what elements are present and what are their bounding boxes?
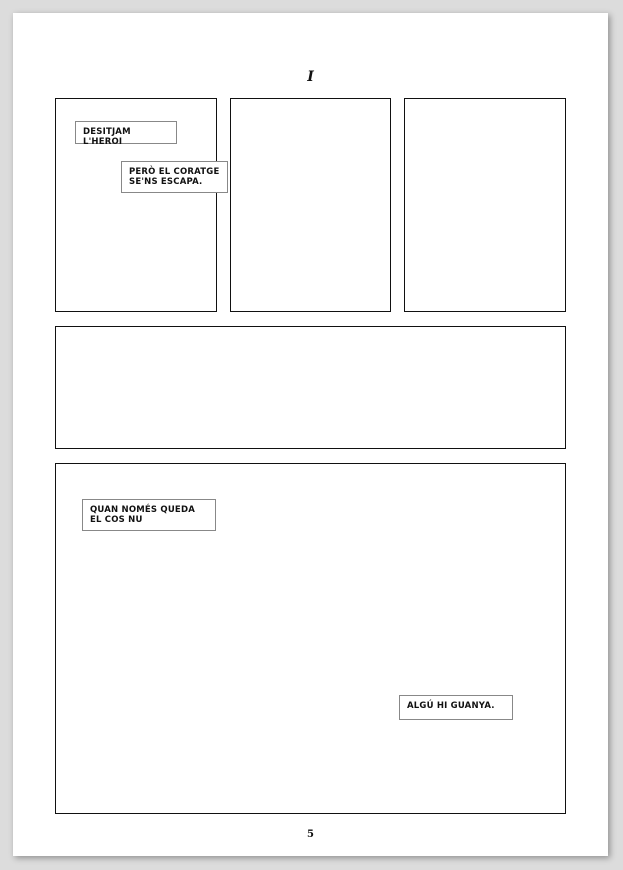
comic-page — [13, 13, 608, 856]
caption-desitjam-heroi: DESITJAM L'HEROI — [75, 121, 177, 144]
chapter-title: I — [307, 69, 314, 85]
caption-algu-guanya: ALGÚ HI GUANYA. — [399, 695, 513, 720]
page-number: 5 — [307, 829, 314, 840]
caption-cos-nu: QUAN NOMÉS QUEDA EL COS NU — [82, 499, 216, 531]
panel-3 — [404, 98, 566, 312]
panel-2 — [230, 98, 391, 312]
panel-4 — [55, 326, 566, 449]
caption-coratge-escapa: PERÒ EL CORATGE SE'NS ESCAPA. — [121, 161, 228, 193]
